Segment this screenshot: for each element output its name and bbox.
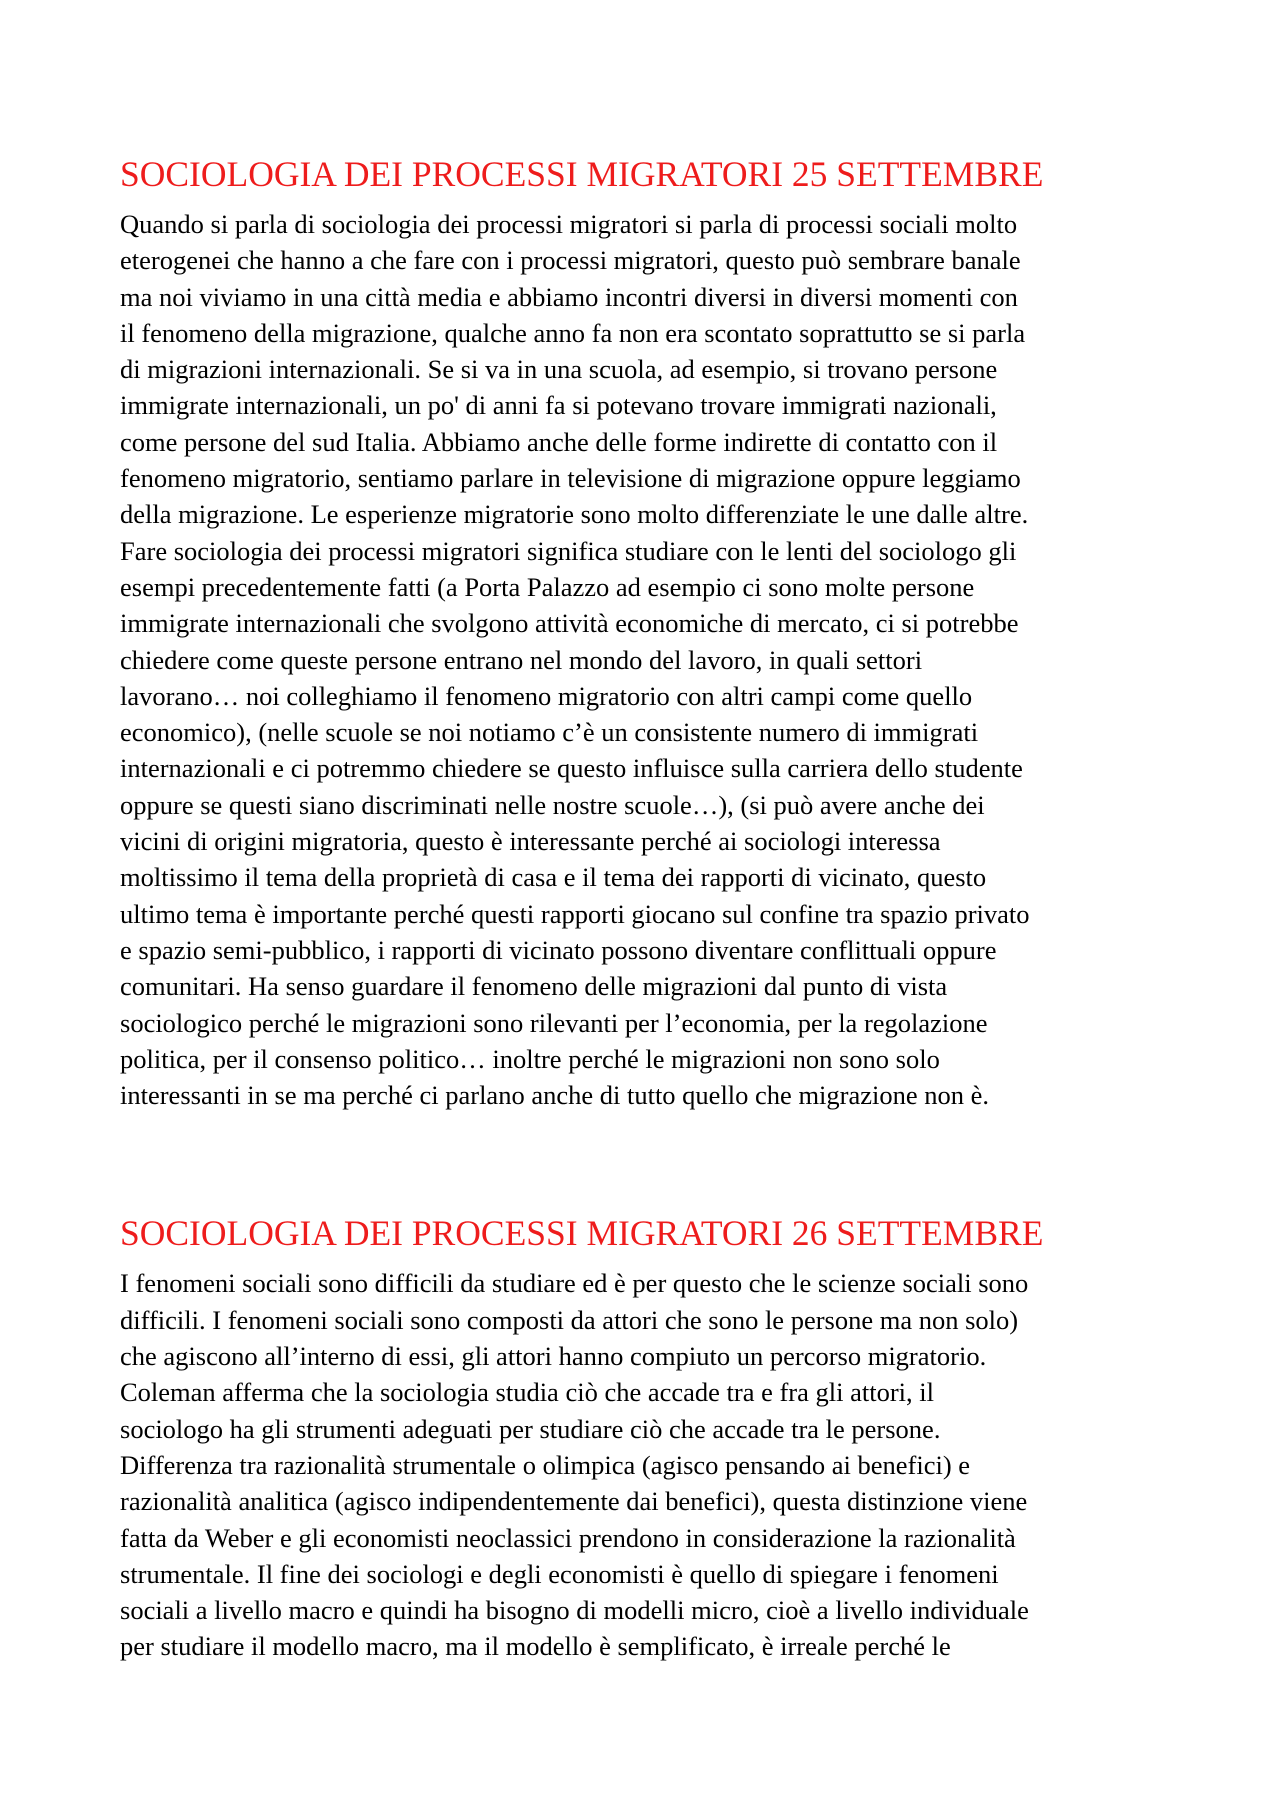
text-line: I fenomeni sociali sono difficili da studiare ed è per questo che le scienze sociali sono [120,1268,1029,1299]
text-line: chiedere come queste persone entrano nel mondo del lavoro, in quali settori [120,644,923,675]
text-line: internazionali e ci potremmo chiedere se questo influisce sulla carriera dello studente [120,753,1023,784]
text-line: il fenomeno della migrazione, qualche anno fa non era scontato soprattutto se si parla [120,317,1026,348]
text-line: fatta da Weber e gli economisti neoclassici prendono in considerazione la razionalità [120,1522,1016,1553]
text-line: immigrate internazionali che svolgono attività economiche di mercato, ci si potrebbe [120,608,1019,639]
text-line: strumentale. Il fine dei sociologi e degli economisti è quello di spiegare i fenomeni [120,1558,999,1589]
text-line: immigrate internazionali, un po' di anni fa si potevano trovare immigrati nazionali, [120,390,997,421]
document-page [120,150,1170,1665]
text-line: come persone del sud Italia. Abbiamo anche delle forme indirette di contatto con il [120,426,998,457]
section-title: SOCIOLOGIA DEI PROCESSI MIGRATORI 26 SETTEMBRE [120,1213,1044,1254]
text-line: comunitari. Ha senso guardare il fenomeno delle migrazioni dal punto di vista [120,971,948,1002]
text-line: e spazio semi-pubblico, i rapporti di vicinato possono diventare conflittuali oppure [120,934,997,965]
section-26-settembre [120,1209,1170,1664]
text-line: ma noi viviamo in una città media e abbiamo incontri diversi in diversi momenti con [120,281,1018,312]
section-body [120,206,1170,1113]
section-body [120,1265,1170,1664]
text-line: Differenza tra razionalità strumentale o olimpica (agisco pensando ai benefici) e [120,1449,971,1480]
text-line: sociologico perché le migrazioni sono rilevanti per l’economia, per la regolazione [120,1007,988,1038]
text-line: Quando si parla di sociologia dei processi migratori si parla di processi sociali molto [120,209,1018,239]
text-line: per studiare il modello macro, ma il modello è semplificato, è irreale perché le [120,1631,951,1662]
text-line: oppure se questi siano discriminati nelle nostre scuole…), (si può avere anche dei [120,789,985,820]
text-line: ultimo tema è importante perché questi rapporti giocano sul confine tra spazio privato [120,898,1030,929]
text-line: economico), (nelle scuole se noi notiamo c’è un consistente numero di immigrati [120,717,979,748]
text-line: della migrazione. Le esperienze migratorie sono molto differenziate le une dalle altre. [120,499,1029,530]
text-line: esempi precedentemente fatti (a Porta Palazzo ad esempio ci sono molte persone [120,571,975,602]
section-25-settembre [120,150,1170,1113]
text-line: vicini di origini migratoria, questo è interessante perché ai sociologi interessa [120,826,941,857]
text-line: di migrazioni internazionali. Se si va in una scuola, ad esempio, si trovano persone [120,354,998,385]
text-line: lavorano… noi colleghiamo il fenomeno migratorio con altri campi come quello [120,680,973,711]
text-line: eterogenei che hanno a che fare con i processi migratori, questo può sembrare banale [120,245,1021,276]
text-line: difficili. I fenomeni sociali sono composti da attori che sono le persone ma non solo) [120,1304,1019,1335]
text-line: fenomeno migratorio, sentiamo parlare in televisione di migrazione oppure leggiamo [120,463,1021,494]
text-line: Fare sociologia dei processi migratori significa studiare con le lenti del sociologo gli [120,535,1017,566]
text-line: politica, per il consenso politico… inoltre perché le migrazioni non sono solo [120,1043,940,1074]
text-line: sociali a livello macro e quindi ha bisogno di modelli micro, cioè a livello individuale [120,1595,1029,1626]
section-title: SOCIOLOGIA DEI PROCESSI MIGRATORI 25 SETTEMBRE [120,154,1044,194]
text-line: Coleman afferma che la sociologia studia ciò che accade tra e fra gli attori, il [120,1377,935,1408]
text-line: interessanti in se ma perché ci parlano anche di tutto quello che migrazione non è. [120,1080,990,1111]
text-line: razionalità analitica (agisco indipendentemente dai benefici), questa distinzione viene [120,1486,1028,1517]
text-line: sociologo ha gli strumenti adeguati per studiare ciò che accade tra le persone. [120,1413,941,1444]
text-line: moltissimo il tema della proprietà di casa e il tema dei rapporti di vicinato, questo [120,862,987,893]
text-line: che agiscono all’interno di essi, gli attori hanno compiuto un percorso migratorio. [120,1341,987,1372]
